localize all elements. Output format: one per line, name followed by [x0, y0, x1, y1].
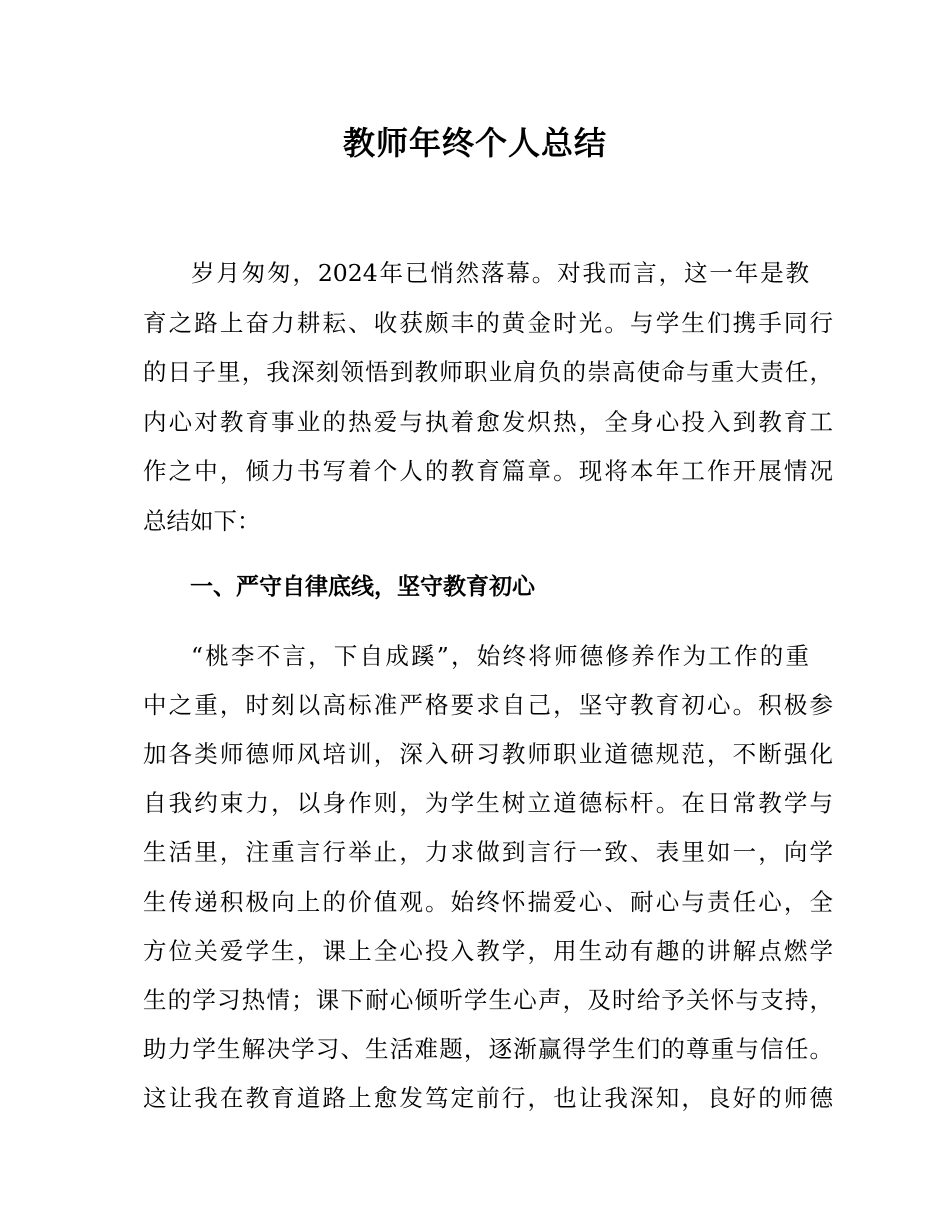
text-line: 的日子里，我深刻领悟到教师职业肩负的崇高使命与重大责任， [143, 358, 833, 387]
text-line: 岁月匆匆，2024年已悄然落幕。对我而言，这一年是教 [191, 259, 809, 287]
text-line: 中之重，时刻以高标准严格要求自己，坚守教育初心。积极参 [143, 691, 833, 720]
section-heading: 一、严守自律底线，坚守教育初心 [190, 574, 535, 600]
text-line: 生活里，注重言行举止，力求做到言行一致、表里如一，向学 [143, 838, 833, 867]
document-title: 教师年终个人总结 [342, 124, 607, 162]
text-line: 自我约束力，以身作则，为学生树立道德标杆。在日常教学与 [143, 789, 833, 818]
text-line: 加各类师德师风培训，深入研习教师职业道德规范，不断强化 [143, 740, 833, 769]
text-line: 生传递积极向上的价值观。始终怀揣爱心、耐心与责任心，全 [143, 887, 833, 916]
text-line: 作之中，倾力书写着个人的教育篇章。现将本年工作开展情况 [143, 457, 833, 486]
text-line: 总结如下： [143, 507, 261, 535]
text-line: 内心对教育事业的热爱与执着愈发炽热，全身心投入到教育工 [143, 407, 833, 436]
text-line: 方位关爱学生，课上全心投入教学，用生动有趣的讲解点燃学 [143, 936, 833, 965]
text-line: 育之路上奋力耕耘、收获颇丰的黄金时光。与学生们携手同行 [143, 308, 833, 337]
text-line: 这让我在教育道路上愈发笃定前行，也让我深知，良好的师德 [143, 1083, 833, 1112]
text-line: “桃李不言，下自成蹊”，始终将师德修养作为工作的重 [191, 642, 809, 670]
text-line: 生的学习热情；课下耐心倾听学生心声，及时给予关怀与支持， [143, 985, 833, 1014]
text-line: 助力学生解决学习、生活难题，逐渐赢得学生们的尊重与信任。 [143, 1034, 833, 1063]
